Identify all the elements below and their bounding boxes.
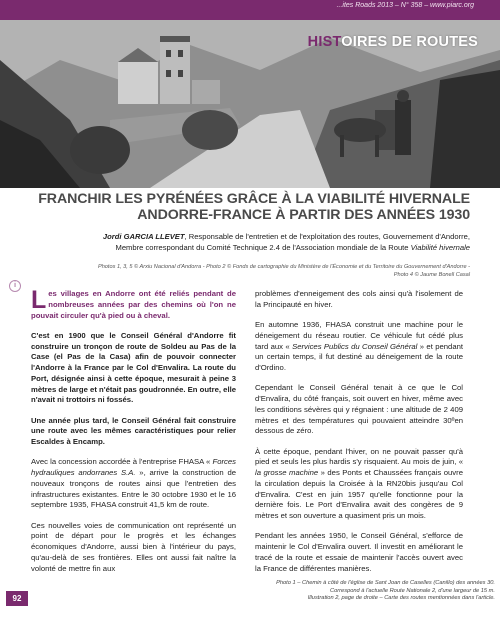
- paragraph-fhasa: [31, 457, 236, 511]
- article-title: [30, 191, 470, 223]
- header-band: [0, 0, 500, 20]
- p1936-text-a: En automne 1936, FHASA construit une machine pour le déneigement du réseau routier. Ce véhicule fut cédé plus tard aux «: [255, 320, 463, 351]
- p1936-italic: Services Publics du Conseil Général: [292, 341, 418, 351]
- author-block: [30, 232, 470, 253]
- paragraph-winter: [255, 447, 463, 522]
- author-line-2: Membre correspondant du Comité Technique 2.4 de l'Association mondiale de la Route: [115, 242, 411, 252]
- right-column: [255, 289, 463, 584]
- intro-text: es villages en Andorre ont été reliés pendant de nombreuses années par des chemins où l'on ne pouvait circuler qu'à pied ou à cheval.: [31, 289, 236, 320]
- fhasa-company: Forces hydrauliques andorranes S.A.: [31, 457, 236, 477]
- paragraph-1936: [255, 320, 463, 374]
- photo-landscape: [0, 0, 500, 188]
- drop-cap: L: [31, 286, 47, 314]
- winter-italic: la grosse machine: [255, 468, 319, 477]
- caption-line-2: Correspond à l'actuelle Route Nationale 2, d'une largeur de 15 m.: [330, 587, 495, 594]
- paragraph-1900: C'est en 1900 que le Conseil Général d'Andorre fit construire un tronçon de route de Soldeu au Pas de la Case (el Pas de la Casa) afin de pouvoir connecter l'Andorre à la France par le Col d'Envalira. La route du Port, désignée ainsi à cette époque, mesurait à peine 3 mètres de large et n'était pas goudronnée. En outre, elle n'avait ni trottoirs ni fossés.: [31, 330, 236, 405]
- paragraph-envalira: Cependant le Conseil Général tenait à ce que le Col d'Envalira, du côté français, soit ouvert en hiver, même avec les conditions sévères qui y régnaient : une altitude de 2 409 mètres et des températures qui pouvaient atteindre 30ºen dessous de zéro.: [255, 383, 463, 436]
- fhasa-text-b: », arrive la construction de nouveaux tronçons de routes ainsi que l'entretien des infrastructures existantes. Entre le 30 octobre 1930 et le 16 septembre 1935, FHASA construit 41,5 km de route.: [31, 468, 236, 510]
- left-column: [31, 286, 236, 584]
- info-marker-icon: i: [9, 280, 21, 292]
- paragraph-1901: Une année plus tard, le Conseil Général fait construire une route avec les mêmes caractéristiques pour relier Escaldes à Encamp.: [31, 415, 236, 446]
- paragraph-progress: Ces nouvelles voies de communication ont représenté un point de départ pour le progrès et les échanges économiques d'Andorre, aussi bien à l'intérieur du pays, qu'au-delà de ses frontières. Elles ont aussi fait naître la volonté de mettre fin aux: [31, 520, 236, 573]
- credits-line-1: Photos 1, 3, 5 © Arxiu Nacional d'Andorra - Photo 2 © Fonds de cartographie du Ministère de l'Économie et du Territoire du Gouvernement d'Andorre -: [97, 264, 470, 270]
- author-name: Jordi GARCIA LLEVET: [102, 232, 185, 241]
- caption-line-1: Photo 1 – Chemin à côté de l'église de Sant Joan de Caselles (Canillo) des années 30.: [276, 580, 495, 586]
- winter-text-a: À cette époque, pendant l'hiver, on ne pouvait passer qu'à pied et seuls les plus hardis s'y risquaient. Au mois de juin, «: [255, 446, 463, 467]
- section-rubric: [308, 34, 478, 50]
- author-role: , Responsable de l'entretien et de l'exploitation des routes, Gouvernement d'Andorre,: [184, 232, 470, 241]
- rubric-part-2: OIRES DE ROUTES: [341, 34, 478, 50]
- photo-credits: [30, 264, 470, 279]
- winter-text-b: » des Ponts et Chaussées français ouvre la circulation depuis la Croisée à la RN20bis jusqu'au Col d'Envalira. C'est en juin 1957 qu'elle fonctionne pour la dernière fois. Le Port d'Envalira avait des congères de 9 mètres et son ouverture a quasiment pris un mois.: [255, 468, 463, 520]
- p1936-text-b: » et pendant un certain temps, il fut destiné au déneigement de la route d'Ordino.: [255, 341, 464, 372]
- title-line-2: ANDORRE-FRANCE À PARTIR DES ANNÉES 1930: [137, 207, 470, 223]
- paragraph-intro: [31, 286, 236, 321]
- header-photo: [0, 0, 500, 188]
- author-line-2-italic: Viabilité hivernale: [410, 242, 470, 252]
- title-line-1: FRANCHIR LES PYRÉNÉES GRÂCE À LA VIABILITÉ HIVERNALE: [38, 191, 470, 207]
- caption-line-3: Illustration 2, page de droite – Carte des routes mentionnées dans l'article.: [307, 595, 495, 602]
- credits-line-2: Photo 4 © Jaume Bonell Casal: [393, 271, 470, 278]
- rubric-part-1: HIST: [307, 34, 342, 50]
- paragraph-continued: problèmes d'enneigement des cols ainsi qu'à l'isolement de la Principauté en hiver.: [255, 289, 463, 309]
- fhasa-text-a: Avec la concession accordée à l'entreprise FHASA «: [31, 457, 213, 467]
- photo-captions: [255, 580, 495, 603]
- page-number: 92: [6, 591, 28, 606]
- paragraph-1950s: Pendant les années 1950, le Conseil Général, s'efforce de maintenir le Col d'Envalira ouvert. Il investit en améliorant le tracé de la route et essaie de maintenir l'accès ouvert avec la France de différentes manières.: [255, 531, 463, 573]
- issue-meta: ...ites Roads 2013 – N° 358 – www.piarc.org: [336, 2, 474, 9]
